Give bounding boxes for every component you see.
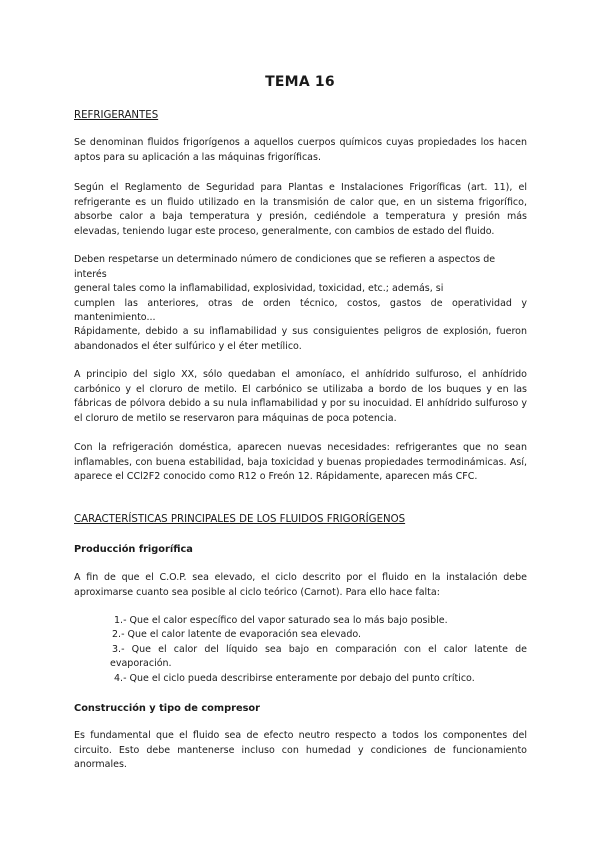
paragraph-condiciones (74, 253, 527, 326)
list-item-4: 4.- Que el ciclo pueda describirse enteramente por debajo del punto crítico. (114, 673, 475, 684)
subheading-produccion-frigorifica: Producción frigorífica (74, 544, 193, 555)
paragraph-reglamento: Según el Reglamento de Seguridad para Plantas e Instalaciones Frigoríficas (art. 11), el refrigerante es un fluido utilizado en la transmisión de calor que, en un sistema frigorífico, absorbe calor a baja temperatura y presión, cediéndole a temperatura y presión más elevadas, teniendo lugar este proceso, generalmente, con cambios de estado del fluido. (74, 182, 527, 237)
section-heading-refrigerantes: REFRIGERANTES (74, 110, 159, 121)
list-item-3-line-1: 3.- Que el calor del líquido sea bajo en comparación con el calor latente de (112, 644, 527, 655)
subheading-construccion-compresor: Construcción y tipo de compresor (74, 703, 260, 714)
paragraph-condiciones-line-2: general tales como la inflamabilidad, explosividad, toxicidad, etc.; además, si (74, 283, 444, 294)
paragraph-condiciones-line-1: Deben respetarse un determinado número de condiciones que se refieren a aspectos de interés (74, 254, 496, 280)
section-heading-caracteristicas: CARACTERÍSTICAS PRINCIPALES DE LOS FLUIDOS FRIGORÍGENOS (74, 514, 406, 525)
list-item-1: 1.- Que el calor específico del vapor saturado sea lo más bajo posible. (114, 615, 448, 626)
paragraph-definition: Se denominan fluidos frigorígenos a aquellos cuerpos químicos cuyas propiedades los hacen aptos para su aplicación a las máquinas frigoríficas. (74, 137, 527, 163)
list-item-3-line-2: evaporación. (110, 658, 172, 669)
paragraph-refrigeracion-domestica: Con la refrigeración doméstica, aparecen nuevas necesidades: refrigerantes que no sean inflamables, con buena estabilidad, baja toxicidad y buenas propiedades termodinámicas. Así, aparece el CCl2F2 conocido como R12 o Freón 12. Rápidamente, aparecen más CFC. (74, 442, 527, 482)
paragraph-siglo-xx: A principio del siglo XX, sólo quedaban el amoníaco, el anhídrido sulfuroso, el anhídrido carbónico y el cloruro de metilo. El carbónico se utilizaba a bordo de los buques y en las fábricas de pólvora debido a su nula inflamabilidad y por su inocuidad. El anhídrido sulfuroso y el cloruro de metilo se reservaron para máquinas de poca potencia. (74, 369, 527, 424)
paragraph-condiciones-rest: cumplen las anteriores, otras de orden técnico, costos, gastos de operatividad y mantenimiento... (74, 297, 527, 323)
paragraph-efecto-neutro: Es fundamental que el fluido sea de efecto neutro respecto a todos los componentes del circuito. Esto debe mantenerse incluso con humedad y condiciones de funcionamiento anormales. (74, 730, 527, 770)
page-title: TEMA 16 (265, 74, 335, 90)
paragraph-cop: A fin de que el C.O.P. sea elevado, el ciclo descrito por el fluido en la instalación debe aproximarse cuanto sea posible al ciclo teórico (Carnot). Para ello hace falta: (74, 572, 527, 598)
paragraph-inflamabilidad: Rápidamente, debido a su inflamabilidad y sus consiguientes peligros de explosión, fueron abandonados el éter sulfúrico y el éter metílico. (74, 326, 527, 352)
list-item-2: 2.- Que el calor latente de evaporación sea elevado. (112, 629, 362, 640)
